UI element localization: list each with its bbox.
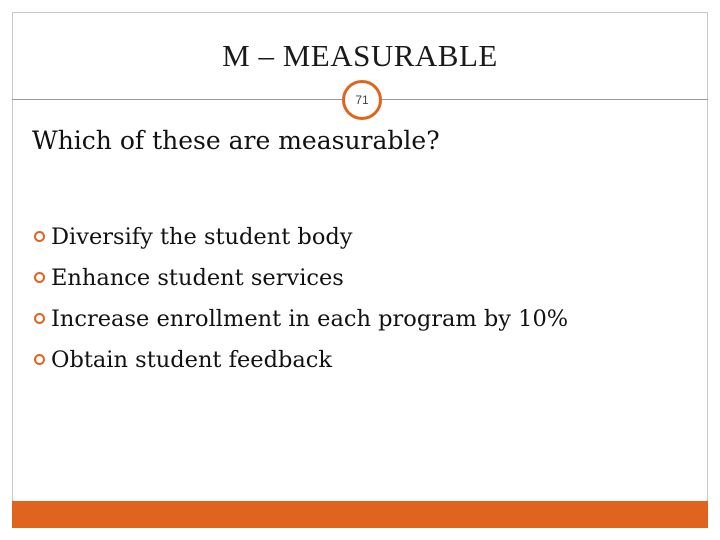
list-item: [34, 298, 568, 339]
title-divider-right: [382, 99, 708, 100]
list-item-text: Increase enrollment in each program by 10%: [51, 305, 569, 332]
footer-accent-bar: [12, 501, 708, 528]
list-item: [34, 216, 568, 257]
page-number: 71: [355, 93, 369, 107]
bullet-list: [34, 216, 568, 380]
circle-bullet-icon: [34, 231, 45, 242]
list-item-text: Enhance student services: [51, 264, 344, 291]
list-item: [34, 339, 568, 380]
list-item-text: Diversify the student body: [51, 223, 353, 250]
circle-bullet-icon: [34, 313, 45, 324]
page-number-badge: [342, 80, 382, 120]
list-item-text: Obtain student feedback: [51, 346, 333, 373]
slide-title: M – MEASURABLE: [222, 38, 498, 73]
question-heading: Which of these are measurable?: [32, 126, 440, 155]
list-item: [34, 257, 568, 298]
title-divider-left: [12, 99, 342, 100]
circle-bullet-icon: [34, 354, 45, 365]
circle-bullet-icon: [34, 272, 45, 283]
